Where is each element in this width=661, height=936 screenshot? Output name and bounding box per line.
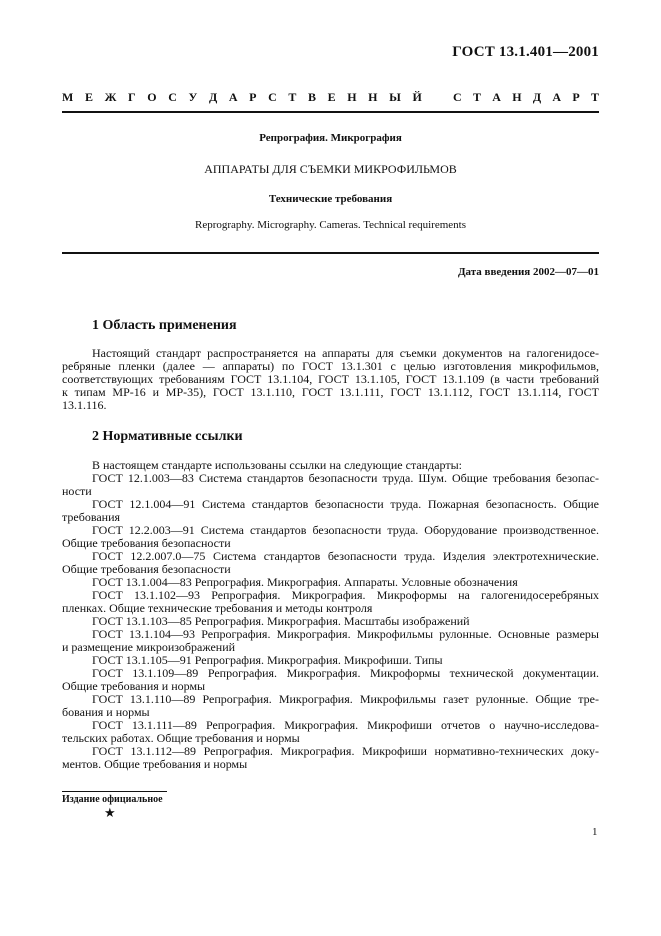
title-field: Репрография. Микрография — [259, 132, 402, 144]
reference-item-continuation: Общие требования безопасности — [62, 536, 231, 550]
page-number: 1 — [592, 826, 598, 838]
heading-letter: Ж — [104, 90, 117, 104]
section-1-line: к типам МР-16 и МР-35), ГОСТ 13.1.110, ГОСТ 13.1.111, ГОСТ 13.1.112, ГОСТ 13.1.114, ГОСТ — [62, 385, 599, 399]
reference-item-continuation: тельских работах. Общие требования и нормы — [62, 731, 300, 745]
heading-letter: В — [307, 90, 316, 104]
standard-type-word-1 — [62, 90, 422, 105]
footer-rule — [62, 791, 167, 792]
heading-letter: Е — [327, 90, 336, 104]
section-1-line: 13.1.116. — [62, 398, 107, 412]
section-1-heading: 1 Область применения — [92, 318, 237, 333]
heading-letter: Д — [532, 90, 542, 104]
heading-letter: С — [268, 90, 277, 104]
reference-item-continuation: Общие требования безопасности — [62, 562, 231, 576]
english-title: Reprography. Micrography. Cameras. Technical requirements — [195, 219, 466, 231]
document-title: АППАРАТЫ ДЛЯ СЪЕМКИ МИКРОФИЛЬМОВ — [204, 162, 457, 176]
reference-item: ГОСТ 12.2.003—91 Система стандартов безопасности труда. Оборудование производственное. — [92, 523, 599, 537]
reference-item: ГОСТ 13.1.111—89 Репрография. Микрография. Микрофиши отчетов о научно-исследова- — [92, 718, 599, 732]
reference-item-continuation: пленках. Общие технические требования и методы контроля — [62, 601, 373, 615]
heading-letter: М — [62, 90, 74, 104]
heading-letter: Н — [512, 90, 522, 104]
heading-letter: У — [188, 90, 198, 104]
heading-letter: Г — [128, 90, 136, 104]
standard-type-heading — [62, 90, 599, 105]
heading-letter: Т — [590, 90, 599, 104]
heading-letter: Р — [572, 90, 580, 104]
reference-item-continuation: Общие требования и нормы — [62, 679, 206, 693]
reference-item: ГОСТ 12.2.007.0—75 Система стандартов безопасности труда. Изделия электротехнические. — [92, 549, 599, 563]
edition-note: Издание официальное — [62, 794, 163, 805]
heading-letter: Т — [288, 90, 297, 104]
section-1-line: ребряные пленки (далее — аппараты) по ГОСТ 13.1.301 с целью изготовления микрофильмов, — [62, 359, 599, 373]
section-1-paragraph — [62, 347, 599, 412]
heading-letter: Р — [249, 90, 257, 104]
heading-letter: Н — [347, 90, 357, 104]
normative-references — [62, 459, 599, 771]
heading-letter: С — [168, 90, 177, 104]
reference-item-continuation: бования и нормы — [62, 705, 150, 719]
standard-type-word-2 — [453, 90, 599, 105]
header-rule — [62, 111, 599, 113]
reference-item-continuation: требования — [62, 510, 121, 524]
references-intro: В настоящем стандарте использованы ссылки на следующие стандарты: — [92, 458, 463, 472]
heading-letter: Н — [368, 90, 378, 104]
introduction-date: Дата введения 2002—07—01 — [457, 266, 599, 278]
heading-letter: С — [453, 90, 462, 104]
reference-item: ГОСТ 13.1.105—91 Репрография. Микрография. Микрофиши. Типы — [92, 653, 443, 667]
reference-item: ГОСТ 13.1.103—85 Репрография. Микрография. Масштабы изображений — [92, 614, 470, 628]
heading-letter: Й — [412, 90, 422, 104]
reference-item: ГОСТ 13.1.110—89 Репрография. Микрография. Микрофильмы газет рулонные. Общие тре- — [92, 692, 599, 706]
section-2-heading: 2 Нормативные ссылки — [92, 429, 243, 444]
heading-letter: Д — [208, 90, 218, 104]
reference-item: ГОСТ 13.1.104—93 Репрография. Микрография. Микрофильмы рулонные. Основные размеры — [92, 627, 599, 641]
document-subtitle: Технические требования — [268, 193, 393, 205]
title-rule — [62, 252, 599, 254]
reference-item: ГОСТ 13.1.112—89 Репрография. Микрография. Микрофиши нормативно-технических доку- — [92, 744, 599, 758]
heading-letter: Е — [84, 90, 93, 104]
reference-item-continuation: и размещение микроизображений — [62, 640, 236, 654]
reference-item: ГОСТ 13.1.109—89 Репрография. Микрография. Микроформы технической документации. — [92, 666, 599, 680]
heading-letter: А — [228, 90, 238, 104]
heading-letter: Т — [472, 90, 481, 104]
reference-item: ГОСТ 12.1.003—83 Система стандартов безопасности труда. Шум. Общие требования безопас- — [92, 471, 599, 485]
star-icon: ★ — [104, 805, 116, 820]
gost-number: ГОСТ 13.1.401—2001 — [452, 44, 599, 60]
reference-item: ГОСТ 12.1.004—91 Система стандартов безопасности труда. Пожарная безопасность. Общие — [92, 497, 599, 511]
reference-item: ГОСТ 13.1.102—93 Репрография. Микрография. Микроформы на галогенидосеребряных — [92, 588, 599, 602]
section-1-line: соответствующих требованиям ГОСТ 13.1.104, ГОСТ 13.1.105, ГОСТ 13.1.109 (в части требований — [62, 372, 599, 386]
heading-letter: А — [492, 90, 501, 104]
reference-item-continuation: ментов. Общие требования и нормы — [62, 757, 248, 771]
heading-letter: О — [147, 90, 157, 104]
heading-letter: Ы — [389, 90, 401, 104]
reference-item: ГОСТ 13.1.004—83 Репрография. Микрография. Аппараты. Условные обозначения — [92, 575, 518, 589]
reference-item-continuation: ности — [62, 484, 92, 498]
section-1-line: Настоящий стандарт распространяется на аппараты для съемки документов на галогенидосе- — [92, 346, 599, 360]
heading-letter: А — [552, 90, 562, 104]
